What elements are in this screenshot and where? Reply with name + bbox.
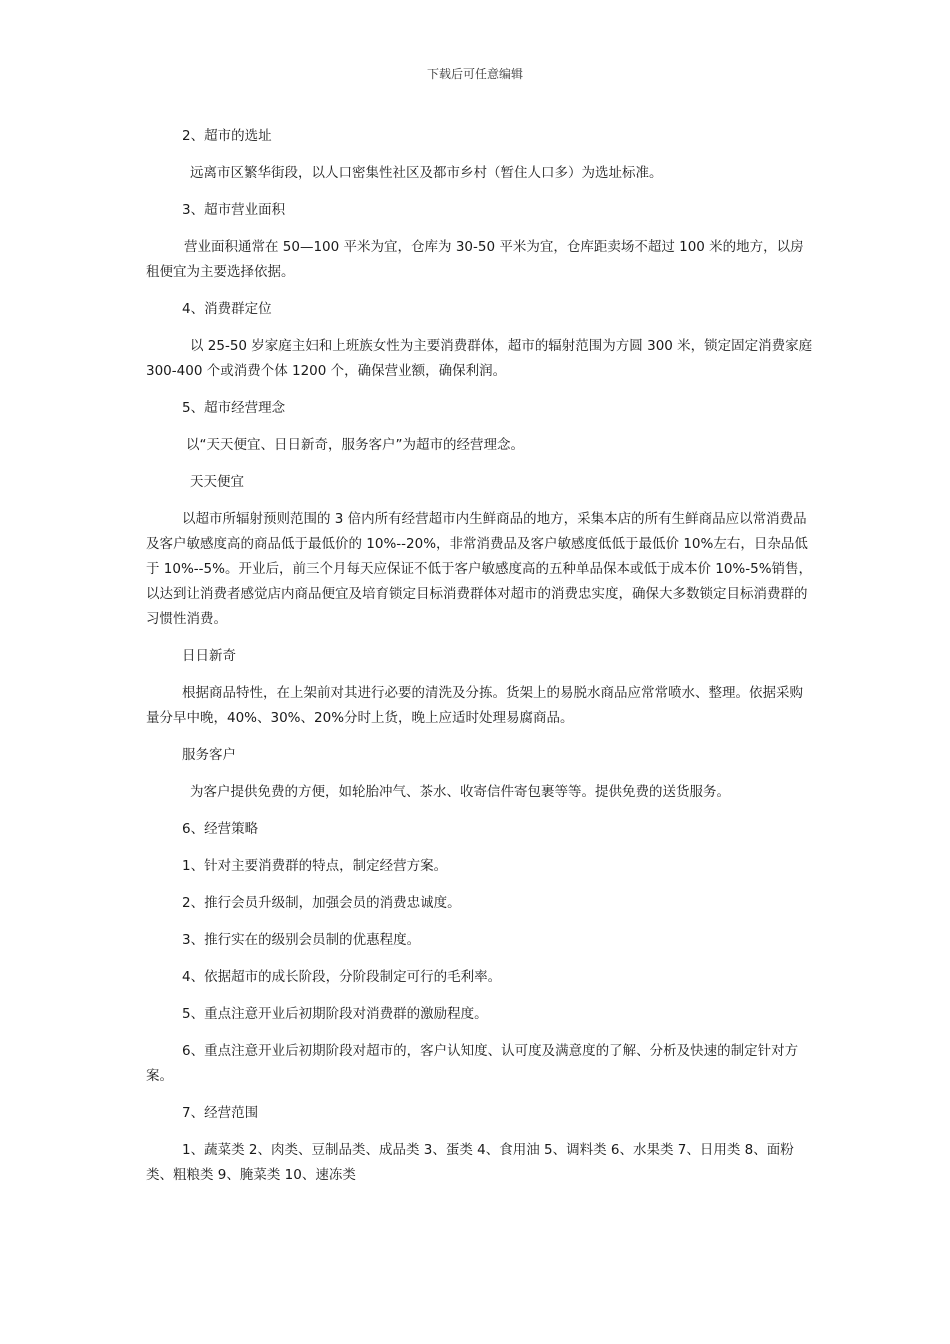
- paragraph-target: 以 25-50 岁家庭主妇和上班族女性为主要消费群体，超市的辐射范围为方圆 300 米，锁定固定消费家庭 300-400 个或消费个体 1200 个，确保营业额，确保利润。: [146, 338, 813, 379]
- section-heading-philosophy: 5、超市经营理念: [182, 400, 286, 416]
- paragraph-cheap: 以超市所辐射预则范围的 3 倍内所有经营超市内生鲜商品的地方，采集本店的所有生鲜商品应以常消费品及客户敏感度高的商品低于最低价的 10%--20%，非常消费品及客户敏感度低低于最低价 10%左右，日杂品低于 10%--5%。开业后，前三个月每天应保证不低于客户敏感度高的五种单品保本或低于成本价 10%-5%销售，以达到让消费者感觉店内商品便宜及培育锁定目标消费群体对超市的消费忠实度，确保大多数锁定目标消费群的习惯性消费。: [146, 511, 813, 627]
- subheading-service: 服务客户: [182, 747, 236, 763]
- strategy-item-3: 3、推行实在的级别会员制的优惠程度。: [182, 932, 421, 948]
- paragraph-service: 为客户提供免费的方便，如轮胎冲气、茶水、收寄信件寄包裹等等。提供免费的送货服务。: [190, 784, 730, 800]
- subheading-new: 日日新奇: [182, 648, 236, 664]
- section-heading-site: 2、超市的选址: [182, 128, 272, 144]
- section-heading-area: 3、超市营业面积: [182, 202, 286, 218]
- strategy-item-2: 2、推行会员升级制，加强会员的消费忠诚度。: [182, 895, 461, 911]
- strategy-item-4: 4、依据超市的成长阶段，分阶段制定可行的毛利率。: [182, 969, 502, 985]
- section-heading-strategy: 6、经营策略: [182, 821, 259, 837]
- section-heading-target: 4、消费群定位: [182, 301, 272, 317]
- page-header: 下载后可任意编辑: [426, 67, 523, 81]
- subheading-cheap: 天天便宜: [190, 474, 244, 490]
- paragraph-scope: 1、蔬菜类 2、肉类、豆制品类、成品类 3、蛋类 4、食用油 5、调料类 6、水果类 7、日用类 8、面粉类、粗粮类 9、腌菜类 10、速冻类: [146, 1142, 794, 1183]
- paragraph-area: 营业面积通常在 50—100 平米为宜，仓库为 30-50 平米为宜，仓库距卖场不超过 100 米的地方，以房租便宜为主要选择依据。: [146, 239, 804, 280]
- strategy-item-1: 1、针对主要消费群的特点，制定经营方案。: [182, 858, 448, 874]
- paragraph-site: 远离市区繁华街段，以人口密集性社区及都市乡村（暂住人口多）为选址标准。: [190, 165, 663, 181]
- paragraph-new: 根据商品特性，在上架前对其进行必要的清洗及分拣。货架上的易脱水商品应常常喷水、整理。依据采购量分早中晚，40%、30%、20%分时上货，晚上应适时处理易腐商品。: [146, 685, 803, 726]
- paragraph-philosophy: 以“天天便宜、日日新奇，服务客户”为超市的经营理念。: [186, 437, 524, 453]
- section-heading-scope: 7、经营范围: [182, 1105, 259, 1121]
- strategy-item-5: 5、重点注意开业后初期阶段对消费群的激励程度。: [182, 1006, 488, 1022]
- strategy-item-6: 6、重点注意开业后初期阶段对超市的，客户认知度、认可度及满意度的了解、分析及快速的制定针对方案。: [146, 1043, 799, 1084]
- document-body: [146, 120, 814, 1188]
